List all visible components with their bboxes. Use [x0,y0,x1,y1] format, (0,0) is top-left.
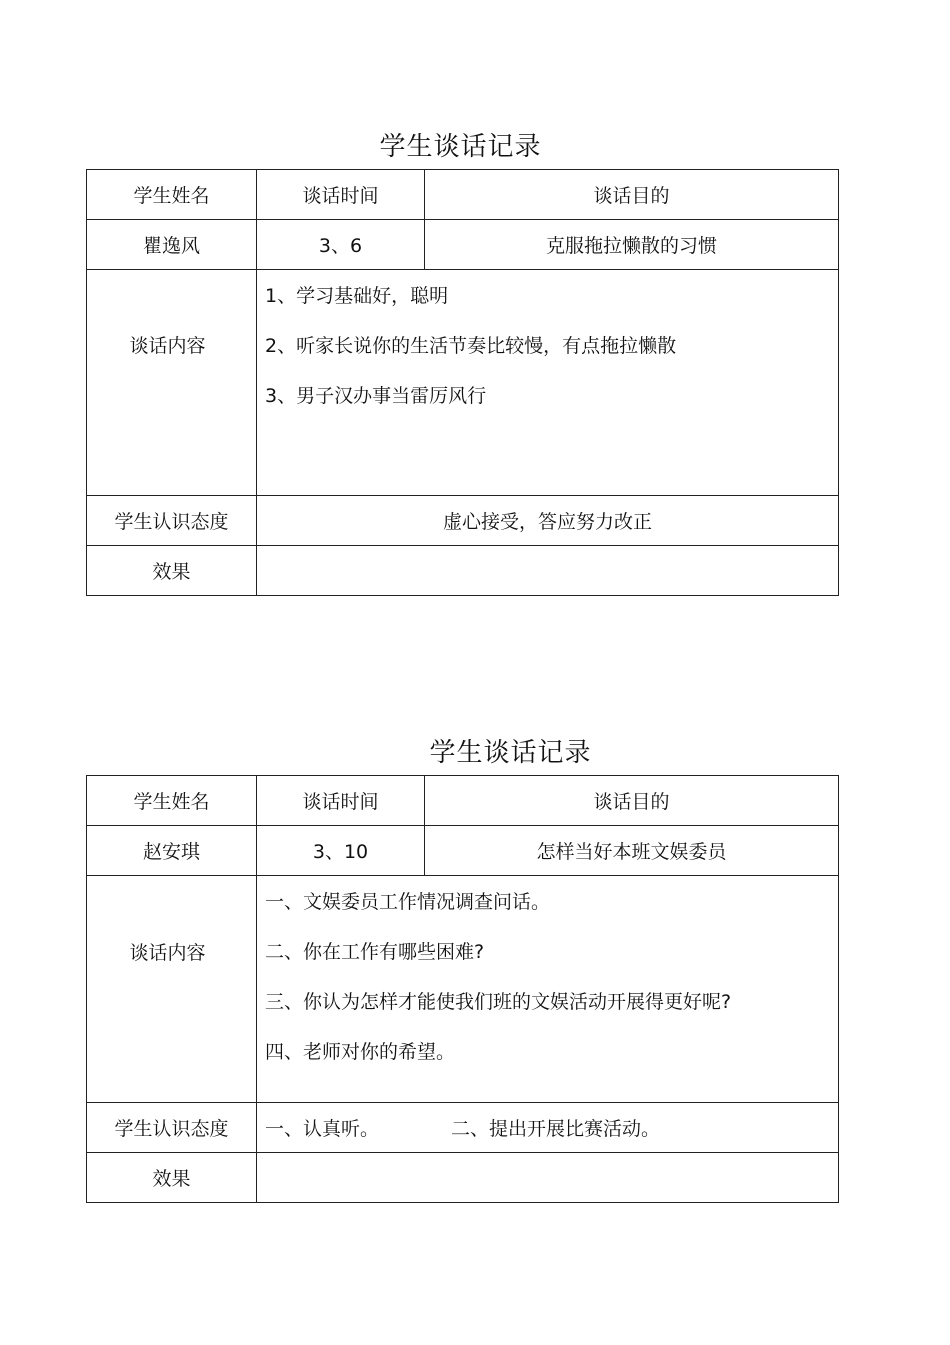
effect-row [87,1153,839,1203]
effect-value [257,1153,839,1203]
content-cell [257,876,839,1103]
attitude-value [257,1103,839,1153]
student-name-value: 赵安琪 [87,826,257,876]
content-label: 谈话内容 [87,876,257,1103]
talk-record-1 [86,128,839,596]
attitude-row [87,1103,839,1153]
content-cell [257,270,839,496]
talk-record-2 [86,734,839,1203]
record-table [86,169,839,596]
attitude-row [87,496,839,546]
header-talk-time: 谈话时间 [257,776,425,826]
attitude-part: 二、提出开展比赛活动。 [451,1118,661,1140]
effect-value [257,546,839,596]
attitude-value: 虚心接受，答应努力改正 [257,496,839,546]
header-talk-time: 谈话时间 [257,170,425,220]
effect-label: 效果 [87,1153,257,1203]
header-talk-purpose: 谈话目的 [425,776,839,826]
content-row [87,270,839,496]
content-line: 一、文娱委员工作情况调查问话。 [265,891,551,913]
attitude-label: 学生认识态度 [87,1103,257,1153]
info-row [87,826,839,876]
content-line: 1、学习基础好，聪明 [265,285,449,307]
record-title: 学生谈话记录 [429,738,592,768]
header-student-name: 学生姓名 [87,776,257,826]
talk-purpose-value: 怎样当好本班文娱委员 [425,826,839,876]
attitude-part: 一、认真听。 [265,1118,380,1140]
talk-time-value: 3、10 [257,826,425,876]
content-line: 三、你认为怎样才能使我们班的文娱活动开展得更好呢? [265,991,732,1013]
content-line: 3、男子汉办事当雷厉风行 [265,385,487,407]
content-line: 2、听家长说你的生活节奏比较慢，有点拖拉懒散 [265,335,677,357]
content-line: 二、你在工作有哪些困难? [265,941,485,963]
attitude-label: 学生认识态度 [87,496,257,546]
header-student-name: 学生姓名 [87,170,257,220]
student-name-value: 瞿逸风 [87,220,257,270]
record-title: 学生谈话记录 [379,132,542,162]
header-row [87,776,839,826]
header-talk-purpose: 谈话目的 [425,170,839,220]
info-row [87,220,839,270]
effect-row [87,546,839,596]
effect-label: 效果 [87,546,257,596]
talk-purpose-value: 克服拖拉懒散的习惯 [425,220,839,270]
talk-time-value: 3、6 [257,220,425,270]
record-table [86,775,839,1203]
content-label: 谈话内容 [87,270,257,496]
content-row [87,876,839,1103]
content-line: 四、老师对你的希望。 [265,1041,456,1063]
header-row [87,170,839,220]
